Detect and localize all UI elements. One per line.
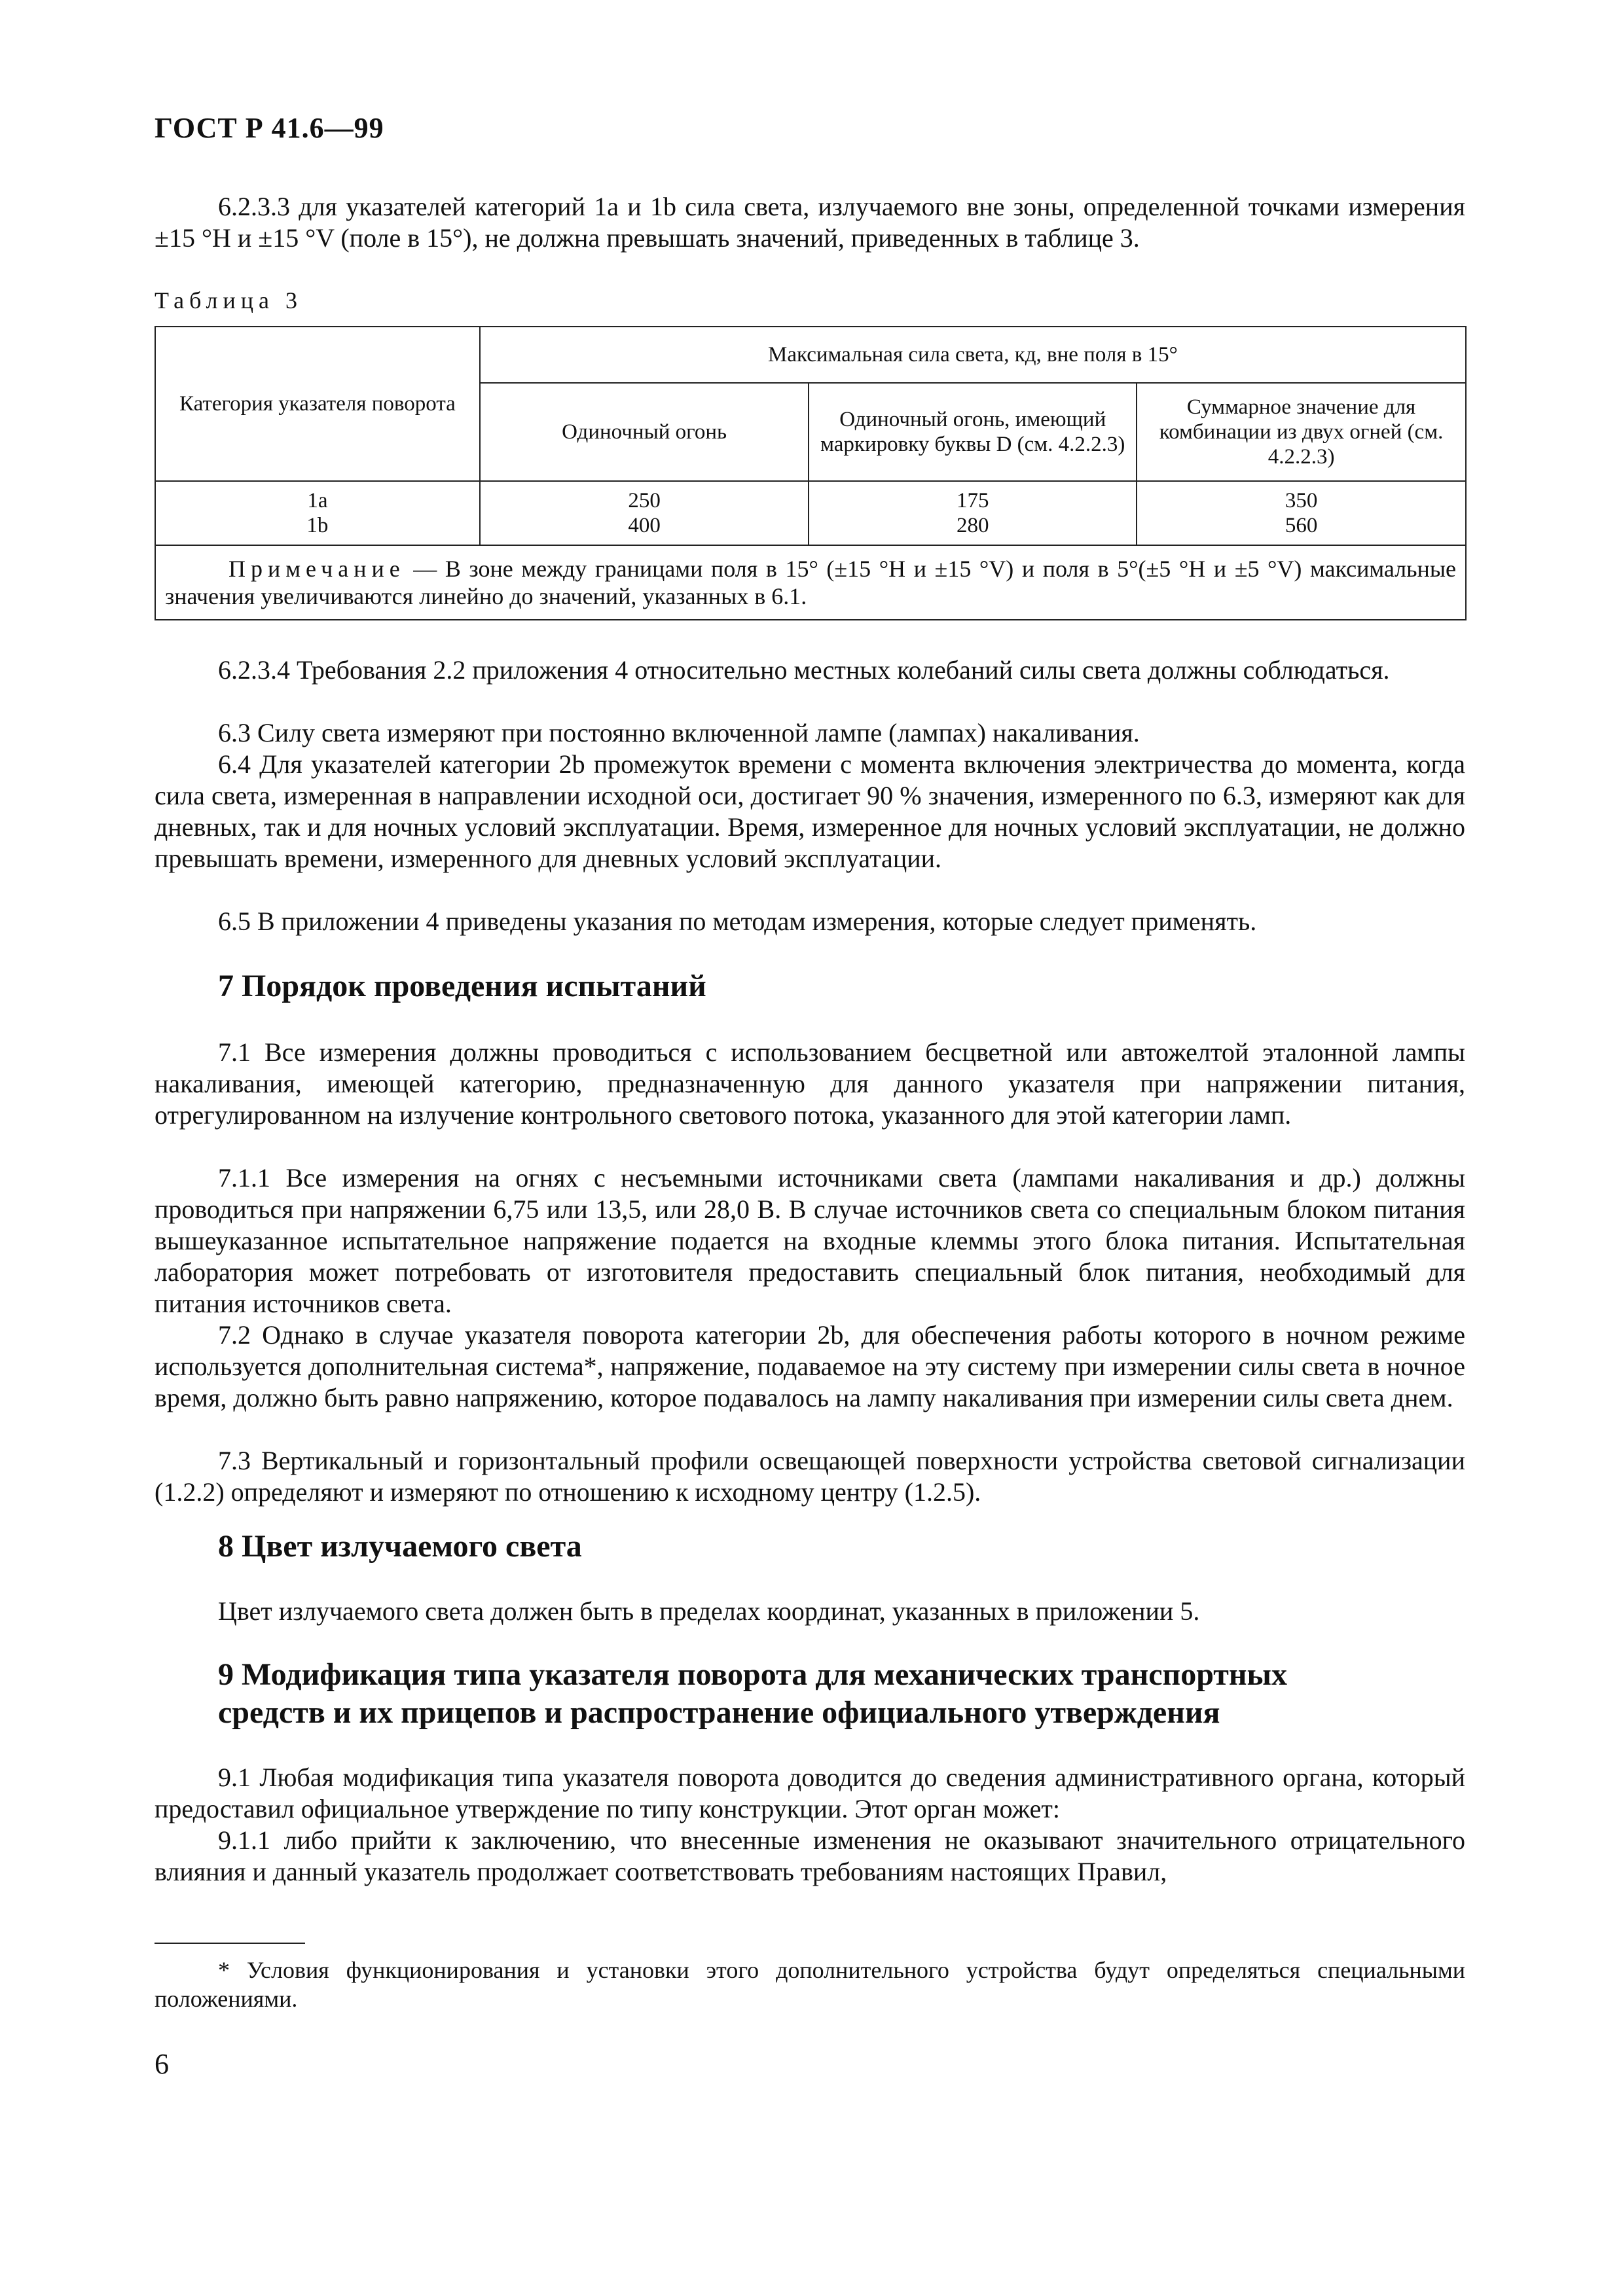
section-8-title: 8 Цвет излучаемого света — [218, 1529, 582, 1564]
table-header-row — [155, 327, 1466, 383]
page-number: 6 — [155, 2048, 169, 2080]
cell-category — [155, 481, 480, 545]
document-header: ГОСТ Р 41.6—99 — [155, 112, 384, 144]
cell-single — [480, 481, 809, 545]
table-row — [155, 481, 1466, 545]
header-category: Категория указателя поворота — [155, 327, 480, 481]
header-single-d: Одиночный огонь, имеющий маркировку буквы D (см. 4.2.2.3) — [809, 383, 1137, 481]
header-single: Одиночный огонь — [480, 383, 809, 481]
note-label: Примечание — [228, 556, 405, 582]
paragraph-6-3: 6.3 Силу света измеряют при постоянно включенной лампе (лампах) накаливания. — [218, 718, 1140, 747]
paragraph-7-3: 7.3 Вертикальный и горизонтальный профили освещающей поверхности устройства световой сигнализации (1.2.2) определяют и измеряют по отношению к исходному центру (1.2.5). — [155, 1446, 1465, 1507]
table-3 — [155, 326, 1467, 620]
section-7-title: 7 Порядок проведения испытаний — [218, 969, 706, 1003]
table-caption: Таблица 3 — [155, 287, 302, 314]
paragraph-9-1-1: 9.1.1 либо прийти к заключению, что внесенные изменения не оказывают значительного отрицательного влияния и данный указатель продолжает соответствовать требованиям настоящих Правил, — [155, 1825, 1465, 1886]
value-single-d-1b: 280 — [957, 514, 989, 537]
paragraph-6-4: 6.4 Для указателей категории 2b промежуток времени с момента включения электричества до момента, когда сила света, измеренная в направлении исходной оси, достигает 90 % значения, измеренного по 6.3, измеряют как для дневных, так и для ночных условий эксплуатации. Время, измеренное для ночных условий эксплуатации, не должно превышать времени, измеренного для дневных условий эксплуатации. — [155, 749, 1465, 873]
paragraph-8: Цвет излучаемого света должен быть в пределах координат, указанных в приложении 5. — [218, 1596, 1200, 1626]
section-9-title — [218, 1656, 1287, 1732]
cell-sum — [1137, 481, 1466, 545]
value-1b: 1b — [306, 514, 329, 537]
footnote: * Условия функционирования и установки этого дополнительного устройства будут определяться специальными положениями. — [155, 1957, 1465, 2012]
value-single-d-1a: 175 — [957, 489, 989, 512]
paragraph-6-2-3-4: 6.2.3.4 Требования 2.2 приложения 4 относительно местных колебаний силы света должны соблюдаться. — [218, 655, 1390, 685]
paragraph-7-2: 7.2 Однако в случае указателя поворота категории 2b, для обеспечения работы которого в ночном режиме используется дополнительная система*, напряжение, подаваемое на эту систему при измерении силы света в ночное время, должно быть равно напряжению, которое подавалось на лампу накаливания при измерении силы света днем. — [155, 1320, 1465, 1412]
footnote-rule — [155, 1943, 305, 1944]
paragraph-7-1: 7.1 Все измерения должны проводиться с использованием бесцветной или автожелтой эталонной лампы накаливания, имеющей категорию, предназначенную для данного указателя при напряжении питания, отрегулированном на излучение контрольного светового потока, указанного для этой категории ламп. — [155, 1037, 1465, 1130]
section-9-title-line-2: средств и их прицепов и распространение официального утверждения — [218, 1695, 1220, 1730]
table-note — [155, 545, 1466, 620]
cell-single-d — [809, 481, 1137, 545]
note-text: — В зоне между границами поля в 15° (±15 °H и ±15 °V) и поля в 5°(±5 °H и ±5 °V) максимальные значения увеличиваются линейно до значений, указанных в 6.1. — [165, 556, 1456, 609]
value-sum-1b: 560 — [1285, 514, 1318, 537]
value-1a: 1a — [307, 489, 328, 512]
section-9-title-line-1: 9 Модификация типа указателя поворота для механических транспортных — [218, 1657, 1287, 1692]
paragraph-9-1: 9.1 Любая модификация типа указателя поворота доводится до сведения административного органа, который предоставил официальное утверждение по типу конструкции. Этот орган может: — [155, 1763, 1465, 1823]
table-note-row — [155, 545, 1466, 620]
paragraph-6-5: 6.5 В приложении 4 приведены указания по методам измерения, которые следует применять. — [218, 906, 1257, 936]
value-single-1a: 250 — [628, 489, 661, 512]
paragraph-6-2-3-3: 6.2.3.3 для указателей категорий 1а и 1b сила света, излучаемого вне зоны, определенной точками измерения ±15 °H и ±15 °V (поле в 15°), не должна превышать значений, приведенных в таблице 3. — [155, 192, 1465, 253]
header-sum: Суммарное значение для комбинации из двух огней (см. 4.2.2.3) — [1137, 383, 1466, 481]
value-sum-1a: 350 — [1285, 489, 1318, 512]
header-group: Максимальная сила света, кд, вне поля в 15° — [480, 327, 1466, 383]
paragraph-7-1-1: 7.1.1 Все измерения на огнях с несъемными источниками света (лампами накаливания и др.) должны проводиться при напряжении 6,75 или 13,5, или 28,0 В. В случае источников света со специальным блоком питания вышеуказанное испытательное напряжение подается на входные клеммы этого блока питания. Испытательная лаборатория может потребовать от изготовителя предоставить специальный блок питания, необходимый для питания источников света. — [155, 1163, 1465, 1318]
value-single-1b: 400 — [628, 514, 661, 537]
